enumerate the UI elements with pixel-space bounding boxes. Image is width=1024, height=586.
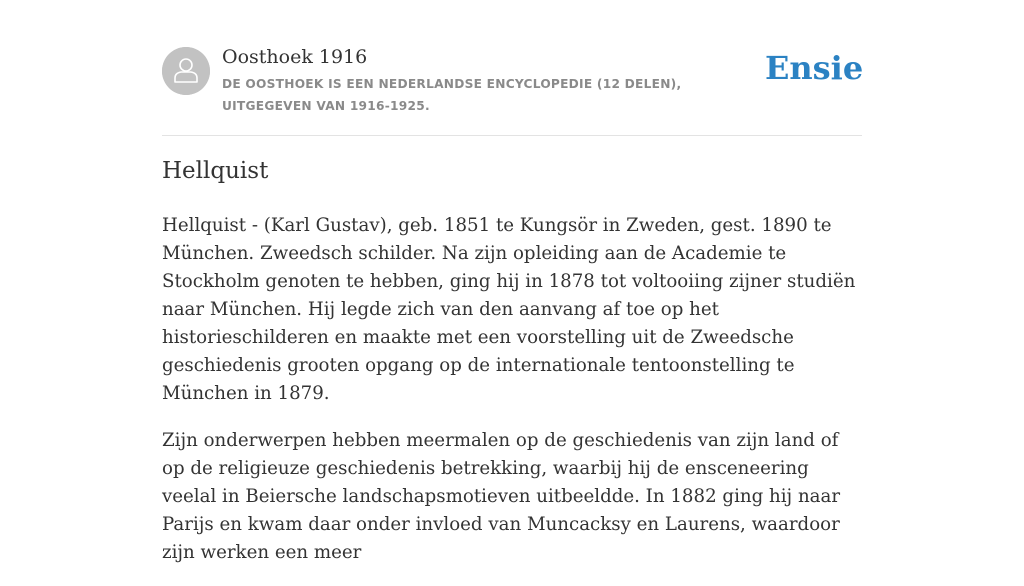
avatar[interactable] — [162, 47, 210, 95]
source-header — [162, 46, 862, 136]
ensie-logo-link[interactable]: Ensie — [765, 49, 864, 87]
article-body — [162, 212, 866, 586]
source-name-link[interactable]: Oosthoek 1916 — [222, 46, 368, 68]
article-title: Hellquist — [162, 158, 269, 184]
user-icon — [162, 47, 210, 95]
article-paragraph: Zijn onderwerpen hebben meermalen op de geschiedenis van zijn land of op de religieuze geschiedenis betrekking, waarbij hij de ensceneering veelal in Beiersche landschapsmotieven uitbeeldde. In 1882 ging hij naar Parijs en kwam daar onder invloed van Muncacksy en Laurens, waardoor zijn werken een meer — [162, 430, 841, 563]
source-description: DE OOSTHOEK IS EEN NEDERLANDSE ENCYCLOPEDIE (12 DELEN), UITGEGEVEN VAN 1916-1925. — [222, 77, 682, 113]
article-paragraph: Hellquist - (Karl Gustav), geb. 1851 te Kungsör in Zweden, gest. 1890 te München. Zweedsch schilder. Na zijn opleiding aan de Academie te Stockholm genoten te hebben, ging hij in 1878 tot voltooiing zijner studiën naar München. Hij legde zich van den aanvang af toe op het historieschilderen en maakte met een voorstelling uit de Zweedsche geschiedenis grooten opgang op de internationale tentoonstelling te München in 1879. — [162, 215, 856, 404]
